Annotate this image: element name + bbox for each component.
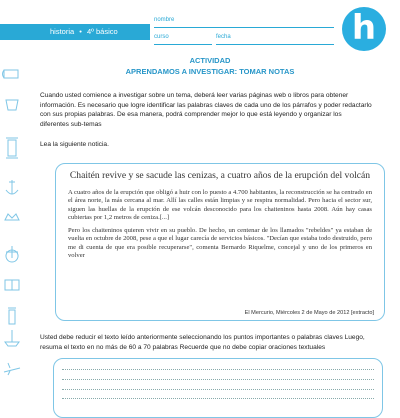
activity-title: ACTIVIDAD <box>189 56 231 65</box>
lead-text: Lea la siguiente noticia. <box>40 141 109 148</box>
subject-separator: • <box>79 27 82 36</box>
book-icon <box>5 280 19 290</box>
answer-line[interactable] <box>62 369 374 370</box>
scroll-icon <box>3 70 19 78</box>
answer-line[interactable] <box>62 398 374 399</box>
column-icon <box>6 138 18 158</box>
logo-h-icon <box>342 7 386 51</box>
course-date-row <box>154 34 334 44</box>
compass-icon <box>6 246 18 262</box>
ship-icon <box>5 330 19 346</box>
article-paragraph-1: A cuatro años de la erupción que obligó a huir con lo puesto a 4.700 habitantes, la reconstrucción se ha centrado en el área norte, la más cercana al mar. Allí las calles están limpias y se respira normalidad. Pero hacia el sector sur, siguen las huellas de la erupción de ese volcán desconocido para los chaiteninos hasta 2008. Aún hay casas cubiertas por 1,2 metros de ceniza.[...] <box>68 189 372 221</box>
intro-paragraph: Cuando usted comience a investigar sobre un tema, deberá leer varias páginas web o libros para obtener información. Es necesario que logre identificar las palabras claves de cada uno de los párrafos y poder redactarlo con sus propias palabras. De esa manera, podrá comprender mejor lo que está leyendo y organizar los diferentes sub-temas <box>40 92 372 128</box>
article-source: El Mercurio, Miércoles 2 de Mayo de 2012 [extracto] <box>244 310 374 316</box>
answer-box[interactable] <box>53 358 383 418</box>
plane-icon <box>4 363 20 375</box>
instruction-paragraph: Usted debe reducir el texto leído anteriormente seleccionando los puntos importantes o palabras claves Luego, resuma el texto en no más de 60 a 70 palabras Recuerde que no debe copiar oraciones textuales <box>40 334 365 351</box>
date-label: fecha <box>216 34 231 40</box>
anchor-icon <box>6 180 18 194</box>
pot-icon <box>6 100 18 110</box>
course-field[interactable] <box>154 34 212 45</box>
article-paragraph-2: Pero los chaiteninos quieren vivir en su pueblo. De hecho, un centenar de los llamados "rebeldes" ya estaban de vuelta en octubre de 2008, pese a que el lugar carecía de servicios básicos. "Decían que estaba todo destruido, pero me di cuenta de que era posible recuperarse", comenta Bernardo Riquelme, concejal y uno de los primeros en volver <box>68 227 372 260</box>
date-field[interactable] <box>216 34 334 45</box>
activity-subtitle: APRENDAMOS A INVESTIGAR: TOMAR NOTAS <box>125 67 295 76</box>
subject-banner <box>0 24 150 40</box>
answer-line[interactable] <box>62 379 374 380</box>
news-article-box <box>55 163 385 321</box>
answer-line[interactable] <box>62 389 374 390</box>
course-label: curso <box>154 34 169 40</box>
article-title: Chaitén revive y se sacude las cenizas, a cuatro años de la erupción del volcán <box>69 170 371 181</box>
tower-icon <box>8 308 16 324</box>
name-field[interactable] <box>154 17 334 28</box>
grade-label: 4º básico <box>87 27 118 36</box>
sidebar-decoration <box>0 60 24 400</box>
subject-label: historia <box>50 27 75 36</box>
logo-letter: h <box>351 8 377 48</box>
crown-icon <box>5 214 19 220</box>
name-label: nombre <box>154 17 175 23</box>
